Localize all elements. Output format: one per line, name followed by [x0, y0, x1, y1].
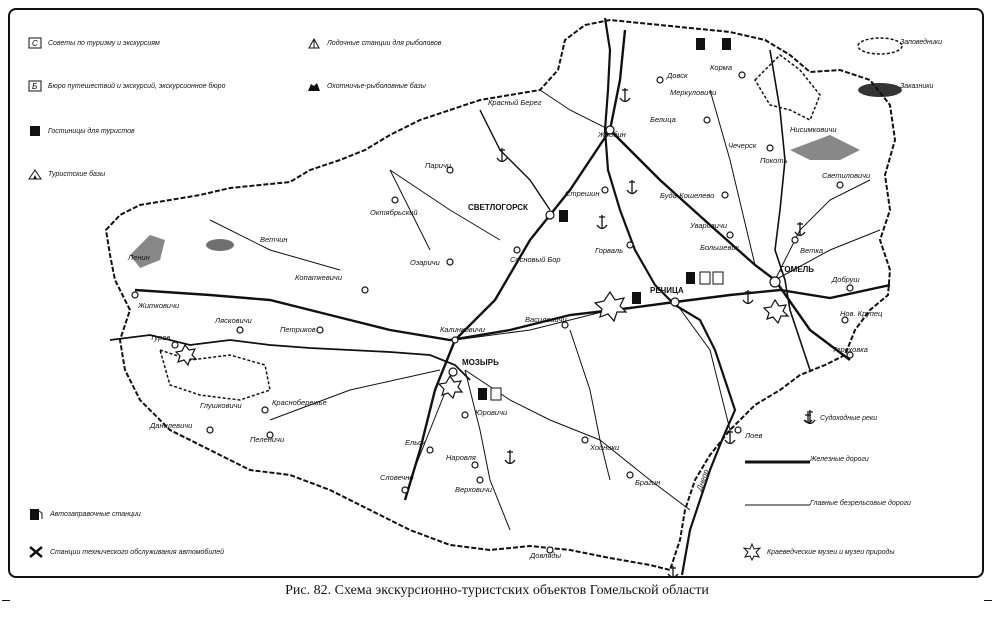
label-belitsa: Белица: [650, 115, 676, 124]
museum-icon: [176, 345, 196, 365]
legend-navigable-rivers-label: Судоходные реки: [820, 414, 878, 422]
legend-bureau: [28, 80, 225, 92]
sanctuary-west: [130, 235, 165, 268]
city-marker-gomel: [770, 277, 780, 287]
label-oktyabrsky: Октябрьский: [370, 208, 418, 217]
label-krasnoberezhye: Краснобережье: [272, 398, 327, 407]
railway-zhlobin-north: [610, 30, 625, 130]
svg-text:Б: Б: [32, 82, 38, 91]
sanctuary-north: [755, 55, 820, 120]
anchor-icon: [627, 180, 637, 194]
legend-hunting-bases: [307, 80, 426, 92]
label-chechersk: Чечерск: [728, 141, 757, 150]
fuel-pump-icon: [28, 507, 44, 521]
figure-caption: Рис. 82. Схема экскурсионно-туристских объектов Гомельской области: [285, 583, 709, 598]
label-zhitkovichi: Житковичи: [138, 301, 180, 310]
museum-icon: [764, 300, 788, 323]
legend-fuel: [28, 507, 141, 521]
label-khoiniki: Хойники: [590, 443, 620, 452]
map-frame: [8, 8, 984, 578]
sanctuary-icon: [858, 83, 902, 97]
museum-icon: [595, 292, 626, 321]
label-parichi: Паричи: [425, 161, 452, 170]
label-terekhovka: Тереховка: [832, 345, 868, 354]
museum-icon: [439, 376, 462, 398]
label-petrikov: Петриков: [280, 325, 316, 334]
legend-reserves: [900, 39, 942, 46]
legend-museums: [743, 543, 895, 561]
legend-highways-label: Главные безрельсовые дороги: [810, 500, 911, 507]
label-pokot: Покоть: [760, 156, 788, 165]
label-nov-krupets: Нов. Крупец: [840, 309, 883, 318]
legend-railways: [810, 456, 869, 463]
legend-hotels-label: Гостиницы для туристов: [48, 127, 135, 135]
railway-zhlobin-kalinkovichi: [455, 130, 610, 340]
advice-icon: [28, 37, 42, 49]
label-dovlyady: Довляды: [530, 551, 562, 560]
anchor-legend-icon: [802, 411, 814, 425]
label-yurovichi: Юровичи: [475, 408, 508, 417]
label-kalinkovichi: Калинковичи: [440, 325, 485, 334]
anchor-icon: [795, 222, 805, 236]
label-rechitsa: РЕЧИЦА: [650, 286, 684, 295]
label-dobrush: Добруш: [832, 275, 860, 284]
anchor-icon: [597, 215, 607, 229]
label-vetka: Ветка: [800, 246, 824, 255]
label-laskovichi: Лясковичи: [215, 316, 252, 325]
label-svetilovichi: Светиловичи: [822, 171, 871, 180]
label-merkulovichi: Меркуловичи: [670, 88, 717, 97]
legend-highways: [810, 500, 911, 507]
label-streshin: Стрешин: [565, 189, 600, 198]
label-gomel: ГОМЕЛЬ: [780, 265, 815, 274]
legend-reserves-label: Заповедники: [900, 39, 942, 46]
label-lenin: Ленин: [128, 253, 150, 262]
label-buda-koshelevo: Буда-Кошелево: [660, 191, 715, 200]
label-vasilevichi: Василевичи: [525, 315, 567, 324]
label-nisimkovichi: Нисимковичи: [790, 125, 837, 134]
legend-navigable-rivers: [802, 411, 877, 425]
legend-advice: [28, 37, 160, 49]
reserve-icon: [858, 38, 902, 54]
hotel-icon: [28, 125, 42, 137]
label-kopatkevichi: Копаткевичи: [295, 273, 342, 282]
label-vetchin: Ветчин: [260, 235, 288, 244]
legend-museums-label: Краеведческие музеи и музеи природы: [767, 548, 895, 556]
river-berezina: [480, 110, 550, 210]
label-loev: Лоев: [745, 431, 763, 440]
label-krasny-bereg: Красный Берег: [488, 98, 542, 107]
label-glushkovichi: Глушковичи: [200, 401, 242, 410]
legend-fishing-stations-label: Лодочные станции для рыболовов: [327, 39, 442, 47]
label-mozyr: МОЗЫРЬ: [462, 358, 499, 367]
railway-zhlobin-gomel: [610, 130, 775, 280]
city-marker-kalinkovichi: [452, 337, 458, 343]
margin-tick-right: [984, 600, 992, 601]
label-sosnovy-bor: Сосновый Бор: [510, 255, 561, 264]
city-marker-svetlogorsk: [546, 211, 554, 219]
label-bragin: Брагин: [635, 478, 661, 487]
legend-advice-label: Советы по туризму и экскурсиям: [48, 39, 160, 47]
bureau-icon: [28, 80, 42, 92]
anchor-icon: [620, 88, 630, 102]
label-gorval: Горваль: [595, 246, 624, 255]
label-narovlya: Наровля: [446, 453, 476, 462]
margin-tick-left: [2, 600, 10, 601]
legend-fishing-stations: [307, 37, 441, 49]
museum-legend-icon: [743, 543, 761, 561]
legend-tourist-bases: [28, 168, 105, 180]
city-marker-mozyr: [449, 368, 457, 376]
city-marker-rechitsa: [671, 298, 679, 306]
legend-bureau-label: Бюро путешествий и экскурсий, экскурсионное бюро: [48, 82, 226, 90]
legend-railways-label: Железные дороги: [810, 456, 869, 463]
label-dovsk: Довск: [667, 71, 688, 80]
legend-service: [28, 545, 224, 559]
legend-tourist-bases-label: Туристские базы: [48, 170, 106, 178]
label-uvarovichi: Уваровичи: [690, 221, 728, 230]
anchor-icon: [505, 450, 515, 464]
wrench-icon: [28, 545, 44, 559]
label-korma: Корма: [710, 63, 732, 72]
label-elsk: Ельск: [405, 438, 426, 447]
label-verkhovichi: Верховичи: [455, 485, 493, 494]
tourist-base-icon: [28, 168, 42, 180]
legend-service-label: Станции технического обслуживания автомобилей: [50, 548, 224, 556]
legend-fuel-label: Автозаправочные станции: [50, 510, 141, 518]
svg-text:C: C: [32, 39, 38, 48]
legend-sanctuaries-label: Заказники: [900, 83, 934, 90]
label-slovechno: Словечно: [380, 473, 414, 482]
legend-hotels: [28, 125, 135, 137]
legend-hunting-bases-label: Охотничье-рыболовные базы: [327, 82, 426, 90]
label-pelenichi: Пеленичи: [250, 435, 285, 444]
label-danilevichi: Данилевичи: [150, 421, 193, 430]
label-ozarichi: Озаричи: [410, 258, 440, 267]
map-canvas: [10, 10, 984, 578]
legend-sanctuaries: [900, 83, 933, 90]
hunting-base-icon: [307, 80, 321, 92]
anchor-icon: [668, 566, 678, 578]
boat-station-icon: [307, 37, 321, 49]
label-turov: Туров: [150, 333, 171, 342]
label-dnepr-river: Днепр: [694, 468, 711, 492]
label-zhlobin: Жлобин: [598, 130, 626, 139]
label-bolshevik: Большевик: [700, 243, 740, 252]
label-svetlogorsk: СВЕТЛОГОРСК: [468, 203, 528, 212]
reserve-polesie: [160, 350, 270, 400]
